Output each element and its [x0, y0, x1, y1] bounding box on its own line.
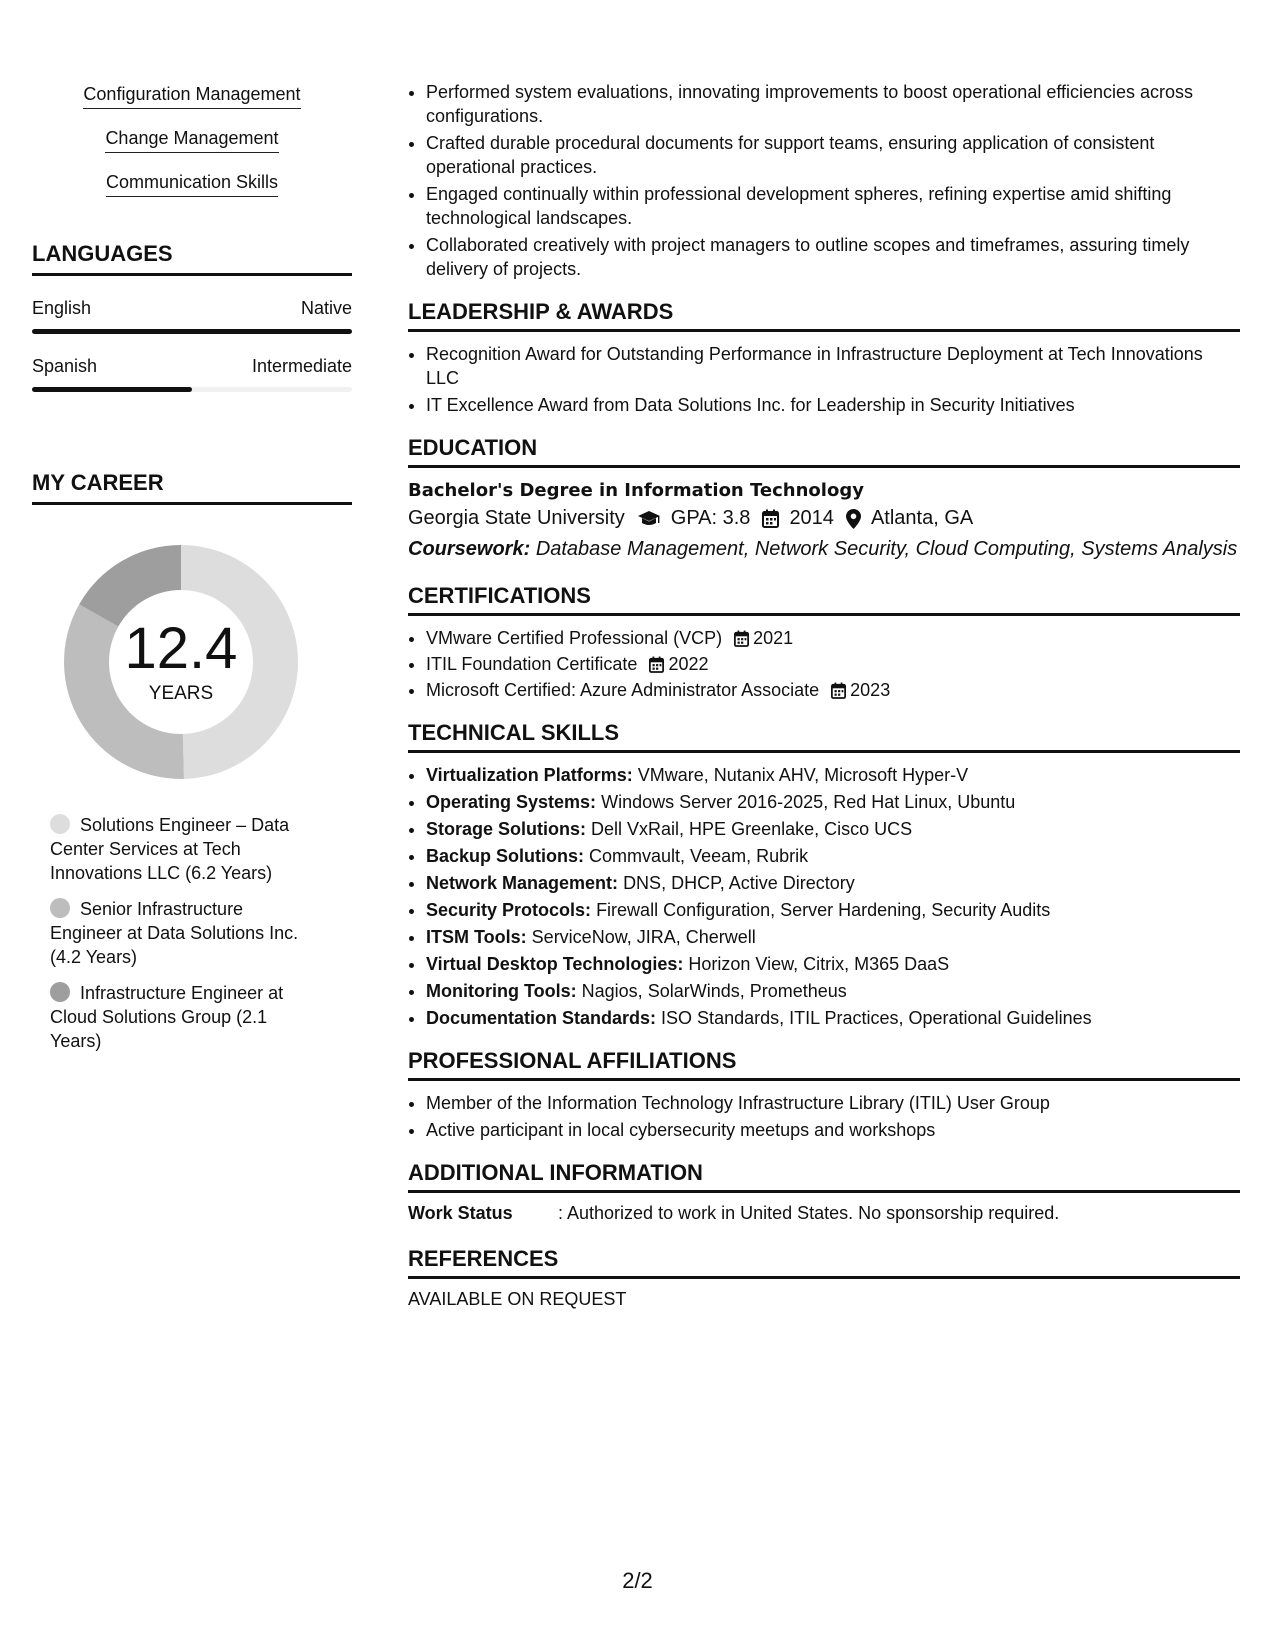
education-year: 2014: [789, 507, 834, 529]
list-item: [426, 817, 1240, 841]
education-school: Georgia State University: [408, 507, 625, 529]
skill-label: Virtualization Platforms:: [426, 765, 633, 785]
career-unit: YEARS: [148, 683, 214, 704]
list-item: • Active participant in local cybersecurity meetups and workshops: [426, 1118, 1240, 1142]
skill-value: DNS, DHCP, Active Directory: [623, 873, 855, 893]
skill-value: Windows Server 2016-2025, Red Hat Linux, Ubuntu: [601, 792, 1016, 812]
work-status-row: [408, 1203, 1240, 1224]
technical-skills-heading: TECHNICAL SKILLS: [408, 720, 1240, 753]
experience-bullets: [408, 80, 1240, 281]
work-status-value: : Authorized to work in United States. No sponsorship required.: [558, 1203, 1060, 1223]
education-coursework: [408, 538, 1240, 561]
certification-name: • ITIL Foundation Certificate: [426, 654, 638, 674]
education-location: Atlanta, GA: [870, 507, 974, 529]
skill-value: Commvault, Veeam, Rubrik: [589, 846, 809, 866]
certification-year: 2023: [850, 680, 891, 700]
languages-heading: LANGUAGES: [32, 241, 352, 276]
education-heading: EDUCATION: [408, 435, 1240, 468]
education-gpa: GPA: 3.8: [670, 507, 751, 529]
certification-name: • Microsoft Certified: Azure Administrator Associate: [426, 680, 820, 700]
skill-label: Monitoring Tools:: [426, 981, 577, 1001]
education-degree: Bachelor's Degree in Information Technology: [408, 480, 864, 501]
certification-year: 2021: [753, 628, 794, 648]
certification-year: 2022: [668, 654, 709, 674]
skill-label: Operating Systems:: [426, 792, 597, 812]
list-item: [426, 898, 1240, 922]
skill-tag: Configuration Management: [83, 82, 300, 109]
career-legend-text: Infrastructure Engineer at Cloud Solutions Group (2.1 Years): [50, 983, 284, 1051]
skill-tag: Change Management: [105, 126, 278, 153]
list-item: [426, 952, 1240, 976]
sidebar: [32, 82, 352, 1065]
location-pin-icon: [846, 509, 861, 529]
graduation-cap-icon: [637, 510, 661, 528]
coursework-label: Coursework:: [408, 538, 531, 560]
leadership-list: [408, 342, 1240, 417]
language-bar: [32, 329, 352, 334]
certifications-heading: CERTIFICATIONS: [408, 583, 1240, 616]
coursework-text: Database Management, Network Security, Cloud Computing, Systems Analysis: [535, 538, 1238, 560]
list-item: [426, 871, 1240, 895]
skill-label: Documentation Standards:: [426, 1008, 657, 1028]
calendar-icon: [762, 509, 779, 528]
page-number: 2/2: [622, 1568, 653, 1593]
language-level: Native: [300, 298, 352, 318]
skill-value: ISO Standards, ITIL Practices, Operational Guidelines: [661, 1008, 1092, 1028]
career-legend-item: [50, 981, 320, 1053]
education-meta: [408, 507, 1240, 530]
list-item: [426, 626, 1240, 650]
list-item: • IT Excellence Award from Data Solutions Inc. for Leadership in Security Initiatives: [426, 393, 1240, 417]
language-level: Intermediate: [251, 356, 352, 376]
affiliations-heading: PROFESSIONAL AFFILIATIONS: [408, 1048, 1240, 1081]
skill-value: ServiceNow, JIRA, Cherwell: [531, 927, 756, 947]
legend-dot-icon: [50, 982, 70, 1002]
career-legend-item: [50, 897, 320, 969]
work-status-label: Work Status: [408, 1203, 513, 1223]
legend-dot-icon: [50, 898, 70, 918]
language-bar-fill: [32, 329, 352, 334]
list-item: • Crafted durable procedural documents for support teams, ensuring application of consistent operational practices.: [426, 131, 1240, 179]
legend-dot-icon: [50, 814, 70, 834]
list-item: [426, 844, 1240, 868]
career-heading: MY CAREER: [32, 470, 352, 505]
career-legend-text: Senior Infrastructure Engineer at Data Solutions Inc. (4.2 Years): [50, 899, 299, 967]
certification-name: • VMware Certified Professional (VCP): [426, 628, 723, 648]
list-item: [426, 1006, 1240, 1030]
calendar-icon: [734, 630, 749, 647]
main-content: [408, 80, 1240, 1310]
list-item: • Recognition Award for Outstanding Performance in Infrastructure Deployment at Tech Innovations LLC: [426, 342, 1240, 390]
career-total: 12.4: [124, 616, 238, 681]
skill-tag: Communication Skills: [106, 170, 278, 197]
references-text: AVAILABLE ON REQUEST: [408, 1289, 627, 1309]
list-item: • Member of the Information Technology Infrastructure Library (ITIL) User Group: [426, 1091, 1240, 1115]
list-item: • Performed system evaluations, innovating improvements to boost operational efficiencies across configurations.: [426, 80, 1240, 128]
certifications-list: [408, 626, 1240, 702]
skill-label: Network Management:: [426, 873, 619, 893]
skill-label: Storage Solutions:: [426, 819, 587, 839]
list-item: • Collaborated creatively with project managers to outline scopes and timeframes, assuring timely delivery of projects.: [426, 233, 1240, 281]
calendar-icon: [649, 656, 664, 673]
skill-value: Horizon View, Citrix, M365 DaaS: [688, 954, 950, 974]
language-item: [32, 298, 352, 334]
list-item: [426, 652, 1240, 676]
career-legend-item: [50, 813, 320, 885]
additional-info-heading: ADDITIONAL INFORMATION: [408, 1160, 1240, 1193]
language-item: [32, 356, 352, 392]
affiliations-list: [408, 1091, 1240, 1142]
career-donut-chart: [56, 537, 306, 787]
language-bar-fill: [32, 387, 192, 392]
skill-value: Firewall Configuration, Server Hardening, Security Audits: [596, 900, 1051, 920]
references-heading: REFERENCES: [408, 1246, 1240, 1279]
skill-label: Backup Solutions:: [426, 846, 585, 866]
career-legend: [50, 813, 320, 1053]
leadership-heading: LEADERSHIP & AWARDS: [408, 299, 1240, 332]
skill-value: Nagios, SolarWinds, Prometheus: [581, 981, 847, 1001]
skill-label: ITSM Tools:: [426, 927, 527, 947]
skill-value: VMware, Nutanix AHV, Microsoft Hyper-V: [637, 765, 969, 785]
skill-label: Security Protocols:: [426, 900, 592, 920]
language-name: Spanish: [32, 356, 98, 376]
list-item: [426, 763, 1240, 787]
skill-label: Virtual Desktop Technologies:: [426, 954, 684, 974]
list-item: [426, 790, 1240, 814]
list-item: [426, 678, 1240, 702]
language-name: English: [32, 298, 92, 318]
technical-skills-list: [408, 763, 1240, 1030]
list-item: [426, 979, 1240, 1003]
language-bar: [32, 387, 352, 392]
career-legend-text: Solutions Engineer – Data Center Services at Tech Innovations LLC (6.2 Years): [50, 815, 290, 883]
calendar-icon: [831, 682, 846, 699]
skill-value: Dell VxRail, HPE Greenlake, Cisco UCS: [591, 819, 913, 839]
list-item: [426, 925, 1240, 949]
list-item: • Engaged continually within professional development spheres, refining expertise amid shifting technological landscapes.: [426, 182, 1240, 230]
